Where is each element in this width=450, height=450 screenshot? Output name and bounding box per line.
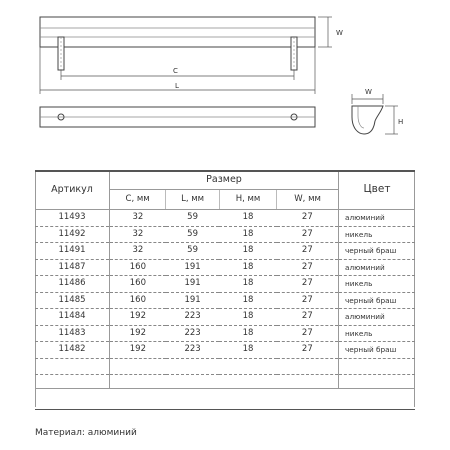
cell-article: 11482 xyxy=(35,342,110,359)
dimension-c-label: C xyxy=(173,67,178,75)
empty-cell xyxy=(277,358,339,374)
table-row xyxy=(35,226,415,243)
cell-w: 27 xyxy=(277,292,339,309)
cell-h: 18 xyxy=(219,243,276,260)
cell-l: 191 xyxy=(166,292,220,309)
header-c: C, мм xyxy=(110,190,166,210)
spec-table xyxy=(35,170,415,389)
cell-l: 223 xyxy=(166,325,220,342)
table-row xyxy=(35,309,415,326)
cell-h: 18 xyxy=(219,226,276,243)
header-article: Артикул xyxy=(35,170,110,210)
cell-article: 11492 xyxy=(35,226,110,243)
cell-article: 11486 xyxy=(35,276,110,293)
cell-h: 18 xyxy=(219,259,276,276)
cell-w: 27 xyxy=(277,342,339,359)
dimension-l-label: L xyxy=(175,82,179,90)
cell-article: 11483 xyxy=(35,325,110,342)
cell-h: 18 xyxy=(219,342,276,359)
handle-bottom-view xyxy=(40,107,315,127)
cell-c: 32 xyxy=(110,226,166,243)
handle-profile-view xyxy=(352,106,383,134)
cell-c: 160 xyxy=(110,276,166,293)
cell-color: алюминий xyxy=(339,259,416,276)
dimension-w xyxy=(318,17,332,47)
cell-c: 192 xyxy=(110,309,166,326)
table-row xyxy=(35,276,415,293)
cell-article: 11487 xyxy=(35,259,110,276)
table-row xyxy=(35,210,415,227)
cell-l: 223 xyxy=(166,342,220,359)
empty-row xyxy=(35,358,415,374)
header-l: L, мм xyxy=(166,190,220,210)
cell-color: алюминий xyxy=(339,210,416,227)
cell-c: 192 xyxy=(110,325,166,342)
cell-color: черный браш xyxy=(339,243,416,260)
dimension-w-profile-label: W xyxy=(365,88,372,96)
cell-w: 27 xyxy=(277,243,339,260)
header-w: W, мм xyxy=(277,190,339,210)
cell-w: 27 xyxy=(277,259,339,276)
cell-h: 18 xyxy=(219,210,276,227)
dimension-w-label: W xyxy=(336,29,343,37)
cell-l: 223 xyxy=(166,309,220,326)
cell-c: 32 xyxy=(110,243,166,260)
cell-l: 59 xyxy=(166,226,220,243)
cell-l: 59 xyxy=(166,243,220,260)
cell-w: 27 xyxy=(277,325,339,342)
empty-cell xyxy=(339,374,416,388)
cell-c: 192 xyxy=(110,342,166,359)
cell-c: 160 xyxy=(110,259,166,276)
cell-w: 27 xyxy=(277,226,339,243)
cell-color: черный браш xyxy=(339,342,416,359)
technical-drawing xyxy=(0,0,450,170)
empty-cell xyxy=(277,374,339,388)
header-color: Цвет xyxy=(339,170,416,210)
cell-h: 18 xyxy=(219,276,276,293)
empty-cell xyxy=(166,374,220,388)
empty-cell xyxy=(339,358,416,374)
cell-l: 191 xyxy=(166,259,220,276)
table-body xyxy=(35,210,415,389)
cell-h: 18 xyxy=(219,292,276,309)
empty-cell xyxy=(35,358,110,374)
dimension-h-profile-label: H xyxy=(398,118,404,126)
table-row xyxy=(35,243,415,260)
empty-cell xyxy=(35,374,110,388)
cell-article: 11485 xyxy=(35,292,110,309)
cell-l: 191 xyxy=(166,276,220,293)
empty-cell xyxy=(219,358,276,374)
table-row xyxy=(35,342,415,359)
cell-c: 32 xyxy=(110,210,166,227)
cell-color: черный браш xyxy=(339,292,416,309)
cell-color: никель xyxy=(339,276,416,293)
table-row xyxy=(35,325,415,342)
header-h: H, мм xyxy=(219,190,276,210)
cell-article: 11484 xyxy=(35,309,110,326)
cell-c: 160 xyxy=(110,292,166,309)
empty-cell xyxy=(110,358,166,374)
empty-cell xyxy=(166,358,220,374)
cell-l: 59 xyxy=(166,210,220,227)
cell-w: 27 xyxy=(277,276,339,293)
cell-color: никель xyxy=(339,325,416,342)
dimension-h-profile xyxy=(385,106,398,134)
cell-article: 11493 xyxy=(35,210,110,227)
table-row xyxy=(35,292,415,309)
empty-cell xyxy=(219,374,276,388)
cell-h: 18 xyxy=(219,325,276,342)
material-note: Материал: алюминий xyxy=(35,428,137,438)
cell-color: никель xyxy=(339,226,416,243)
empty-cell xyxy=(110,374,166,388)
cell-w: 27 xyxy=(277,210,339,227)
cell-color: алюминий xyxy=(339,309,416,326)
cell-article: 11491 xyxy=(35,243,110,260)
cell-w: 27 xyxy=(277,309,339,326)
empty-row xyxy=(35,374,415,388)
table-row xyxy=(35,259,415,276)
handle-top-view xyxy=(40,17,315,70)
header-size: Размер xyxy=(110,170,339,190)
table-header-row xyxy=(35,170,415,190)
cell-h: 18 xyxy=(219,309,276,326)
